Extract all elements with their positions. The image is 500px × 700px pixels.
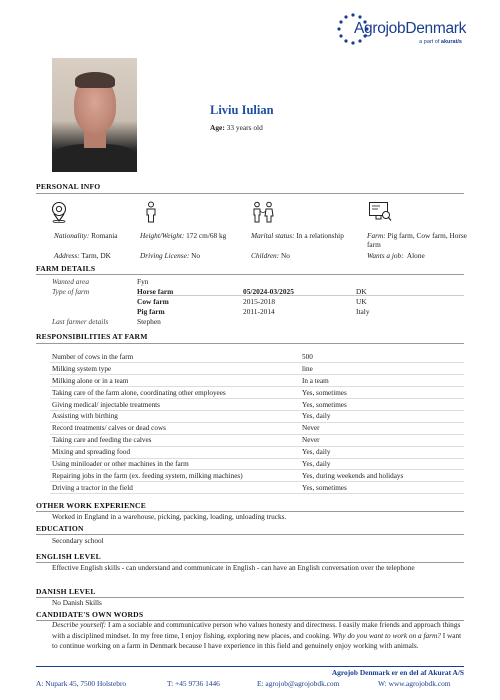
farm-period: 2011-2014 xyxy=(243,307,275,316)
responsibility-question: Using miniloader or other machines in the farm xyxy=(50,458,300,470)
responsibility-answer: Yes, daily xyxy=(300,458,464,470)
last-farmer-label: Last farmer details xyxy=(52,317,109,326)
candidate-age: Age: 33 years old xyxy=(210,123,263,132)
address-field: Address: Tarm, DK xyxy=(54,251,111,260)
responsibility-question: Repairing jobs in the farm (ex. feeding system, milking machines) xyxy=(50,470,300,482)
responsibility-answer: Yes, sometimes xyxy=(300,387,464,399)
responsibility-answer: In a team xyxy=(300,375,464,387)
responsibility-answer: Yes, sometimes xyxy=(300,399,464,411)
responsibility-question: Record treatments/ calves or dead cows xyxy=(50,422,300,434)
responsibility-question: Number of cows in the farm xyxy=(50,351,300,363)
responsibility-answer: line xyxy=(300,363,464,375)
farm-country: UK xyxy=(356,297,367,306)
responsibility-answer: 500 xyxy=(300,351,464,363)
responsibility-answer: Yes, during weekends and holidays xyxy=(300,470,464,482)
logo-subtitle: a part of akurat/s xyxy=(419,39,462,45)
farm-type-field: Farm: Pig farm, Cow farm, Horse farm xyxy=(367,231,467,249)
other-work-text: Worked in England in a warehouse, picking, packing, loading, unloading trucks. xyxy=(52,512,287,521)
wanted-area-value: Fyn xyxy=(137,277,149,286)
farm-screen-icon xyxy=(368,201,392,223)
divider xyxy=(36,534,464,535)
responsibility-question: Taking care of the farm alone, coordinating other employees xyxy=(50,387,300,399)
table-row xyxy=(50,351,464,363)
responsibility-question: Driving a tractor in the field xyxy=(50,482,300,494)
footer-phone: T: +45 9736 1446 xyxy=(167,679,220,688)
responsibility-question: Giving medical/ injectable treatments xyxy=(50,399,300,411)
table-row xyxy=(50,422,464,434)
last-farmer-value: Stephen xyxy=(137,317,161,326)
divider xyxy=(36,193,464,194)
divider xyxy=(36,343,464,344)
divider xyxy=(36,274,464,275)
section-danish: DANISH LEVEL xyxy=(36,587,96,596)
height-weight-field: Height/Weight: 172 cm/68 kg xyxy=(140,231,227,240)
farm-name: Pig farm xyxy=(137,307,165,316)
farm-country: Italy xyxy=(356,307,370,316)
table-row xyxy=(50,363,464,375)
education-text: Secondary school xyxy=(52,536,104,545)
section-responsibilities: RESPONSIBILITIES AT FARM xyxy=(36,332,148,341)
english-text: Effective English skills - can understand and communicate in English - can have an English conversation over the telephone xyxy=(52,563,415,572)
section-other-work: OTHER WORK EXPERIENCE xyxy=(36,501,146,510)
wants-job-field: Wants a job: Alone xyxy=(367,251,425,260)
person-icon xyxy=(141,201,161,223)
children-field: Children: No xyxy=(251,251,290,260)
table-row xyxy=(50,482,464,494)
responsibility-question: Assisting with birthing xyxy=(50,410,300,422)
candidate-name: Liviu Iulian xyxy=(210,103,274,117)
responsibility-answer: Never xyxy=(300,434,464,446)
responsibility-answer: Yes, daily xyxy=(300,446,464,458)
table-row xyxy=(50,399,464,411)
footer-website[interactable]: W: www.agrojobdk.com xyxy=(378,679,451,688)
table-row xyxy=(50,387,464,399)
section-english: ENGLISH LEVEL xyxy=(36,552,101,561)
danish-text: No Danish Skills xyxy=(52,598,102,607)
marital-status-field: Marital status: In a relationship xyxy=(251,231,344,240)
nationality-field: Nationality: Romania xyxy=(54,231,118,240)
farm-name: Horse farm xyxy=(137,287,174,296)
table-row xyxy=(50,446,464,458)
responsibility-question: Mixing and spreading food xyxy=(50,446,300,458)
table-row xyxy=(50,375,464,387)
table-row xyxy=(50,434,464,446)
farm-type-label: Type of farm xyxy=(52,287,90,296)
responsibility-question: Taking care and feeding the calves xyxy=(50,434,300,446)
table-row xyxy=(50,410,464,422)
company-logo xyxy=(336,12,466,50)
driving-license-field: Driving License: No xyxy=(140,251,200,260)
farm-period: 05/2024-03/2025 xyxy=(243,287,294,296)
section-education: EDUCATION xyxy=(36,524,84,533)
section-own-words: CANDIDATE'S OWN WORDS xyxy=(36,610,144,619)
couple-icon xyxy=(251,201,275,223)
farm-name: Cow farm xyxy=(137,297,169,306)
candidate-photo xyxy=(52,58,137,172)
logo-brand-text: AgrojobDenmark xyxy=(354,20,467,37)
divider xyxy=(137,295,464,296)
footer-email[interactable]: E: agrojob@agrojobdk.com xyxy=(257,679,340,688)
responsibility-question: Milking alone or in a team xyxy=(50,375,300,387)
own-words-text: Describe yourself: I am a sociable and communicative person who values honesty and directness. I easily make friends and approach things with a disciplined mindset. In my free time, I enjoy fishing, exploring new places, and cooking. Why do you want to work on a farm? I want to continue working on a farm in Denmark because I have experience in this field and genuinely enjoy working with animals. xyxy=(52,620,462,651)
farm-country: DK xyxy=(356,287,367,296)
responsibility-question: Milking system type xyxy=(50,363,300,375)
section-farm-details: FARM DETAILS xyxy=(36,264,96,273)
footer-company: Agrojob Denmark er en del af Akurat A/S xyxy=(331,668,464,677)
footer-divider xyxy=(36,666,464,667)
footer-address: A: Nupark 45, 7500 Holstebro xyxy=(36,679,127,688)
responsibility-answer: Yes, daily xyxy=(300,410,464,422)
responsibility-answer: Never xyxy=(300,422,464,434)
table-row xyxy=(50,470,464,482)
wanted-area-label: Wanted area xyxy=(52,277,90,286)
table-row xyxy=(50,458,464,470)
farm-period: 2015-2018 xyxy=(243,297,276,306)
location-pin-icon xyxy=(49,201,69,223)
section-personal-info: PERSONAL INFO xyxy=(36,182,101,191)
responsibilities-table xyxy=(50,351,464,494)
responsibility-answer: Yes, sometimes xyxy=(300,482,464,494)
